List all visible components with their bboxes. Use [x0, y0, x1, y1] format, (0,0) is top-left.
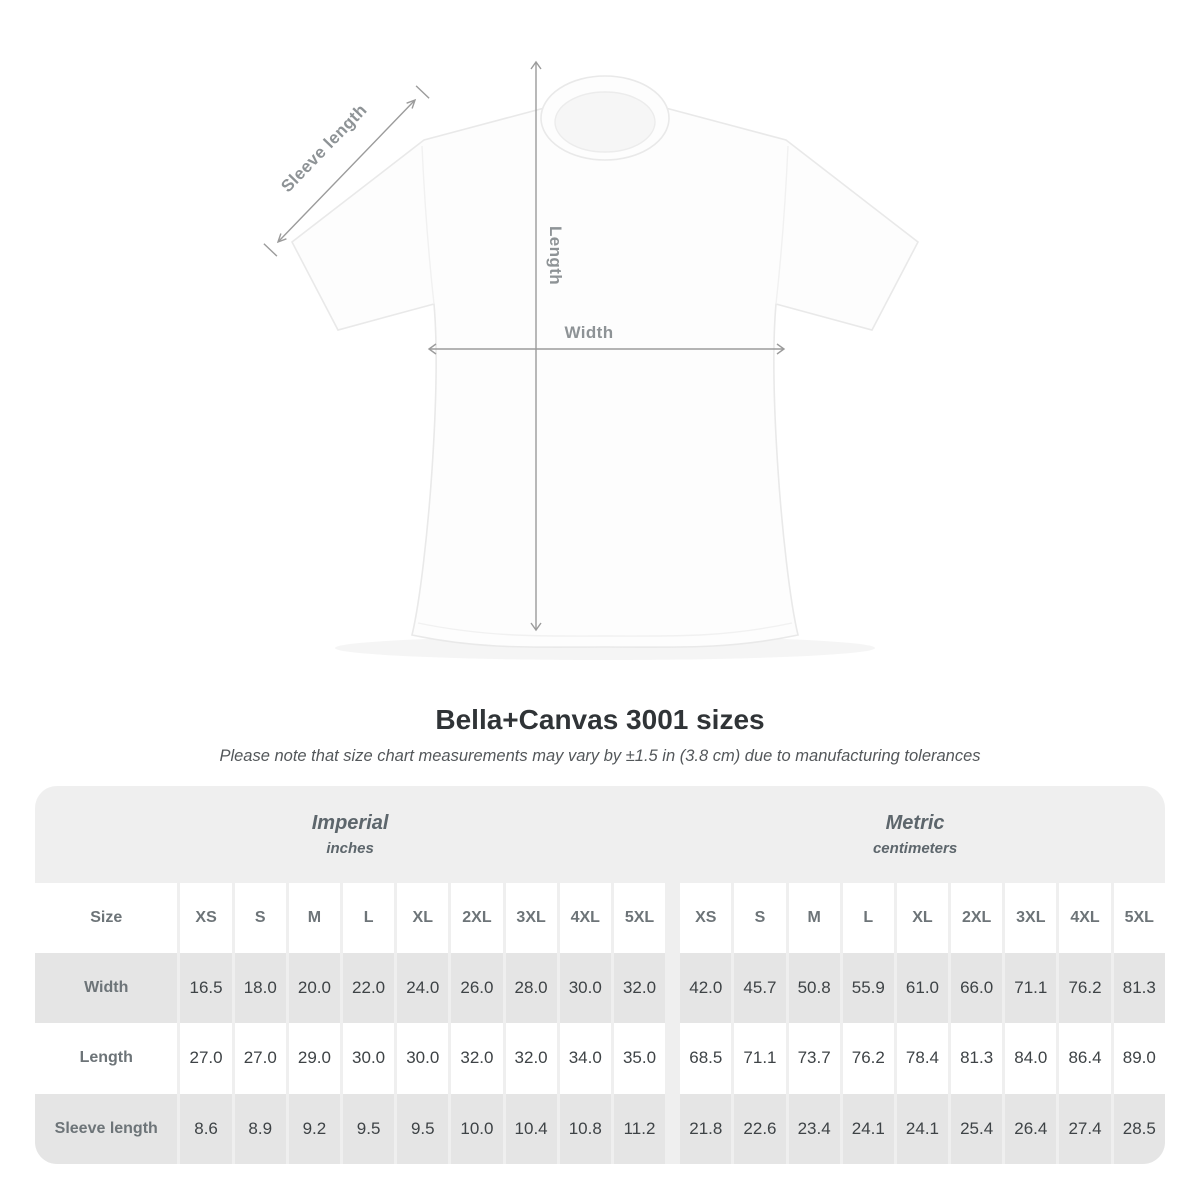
- size-col-header-metric-m: M: [786, 883, 840, 953]
- value-cell-imperial: 32.0: [503, 1023, 557, 1093]
- group-name: Metric: [885, 811, 945, 834]
- value-cell-metric: 66.0: [948, 953, 1002, 1023]
- sleeve-length-label: Sleeve length: [277, 100, 371, 197]
- value-cell-imperial: 8.6: [177, 1094, 231, 1164]
- size-col-header-imperial-5xl: 5XL: [611, 883, 665, 953]
- value-cell-metric: 24.1: [894, 1094, 948, 1164]
- value-cell-metric: 81.3: [948, 1023, 1002, 1093]
- value-cell-imperial: 32.0: [448, 1023, 502, 1093]
- value-cell-metric: 71.1: [1002, 953, 1056, 1023]
- value-cell-metric: 78.4: [894, 1023, 948, 1093]
- value-cell-imperial: 16.5: [177, 953, 231, 1023]
- value-cell-imperial: 27.0: [232, 1023, 286, 1093]
- group-unit: centimeters: [872, 839, 958, 857]
- group-unit: inches: [326, 839, 374, 857]
- unit-spacer: [665, 1094, 677, 1164]
- unit-spacer: [665, 1023, 677, 1093]
- collar-inner: [555, 92, 655, 152]
- size-col-header-metric-l: L: [840, 883, 894, 953]
- value-cell-imperial: 9.2: [286, 1094, 340, 1164]
- value-cell-imperial: 26.0: [448, 953, 502, 1023]
- value-cell-metric: 61.0: [894, 953, 948, 1023]
- value-cell-metric: 84.0: [1002, 1023, 1056, 1093]
- value-cell-metric: 23.4: [786, 1094, 840, 1164]
- value-cell-metric: 24.1: [840, 1094, 894, 1164]
- length-label: Length: [546, 226, 565, 286]
- group-header-imperial: [35, 786, 665, 883]
- tshirt-body: [292, 99, 918, 647]
- value-cell-metric: 68.5: [677, 1023, 731, 1093]
- value-cell-metric: 27.4: [1056, 1094, 1110, 1164]
- value-cell-imperial: 22.0: [340, 953, 394, 1023]
- size-col-header-imperial-4xl: 4XL: [557, 883, 611, 953]
- value-cell-metric: 45.7: [731, 953, 785, 1023]
- size-col-header-metric-xs: XS: [677, 883, 731, 953]
- value-cell-imperial: 30.0: [557, 953, 611, 1023]
- group-header-metric: [665, 786, 1165, 883]
- value-cell-imperial: 9.5: [340, 1094, 394, 1164]
- value-cell-metric: 55.9: [840, 953, 894, 1023]
- value-cell-imperial: 10.0: [448, 1094, 502, 1164]
- size-col-header-imperial-3xl: 3XL: [503, 883, 557, 953]
- value-cell-imperial: 32.0: [611, 953, 665, 1023]
- value-cell-imperial: 10.8: [557, 1094, 611, 1164]
- value-cell-imperial: 30.0: [340, 1023, 394, 1093]
- value-cell-metric: 26.4: [1002, 1094, 1056, 1164]
- value-cell-metric: 50.8: [786, 953, 840, 1023]
- value-cell-imperial: 35.0: [611, 1023, 665, 1093]
- measurement-row-sleeve-length: [35, 1094, 1165, 1164]
- value-cell-metric: 76.2: [1056, 953, 1110, 1023]
- value-cell-metric: 86.4: [1056, 1023, 1110, 1093]
- value-cell-imperial: 18.0: [232, 953, 286, 1023]
- size-col-header-imperial-xl: XL: [394, 883, 448, 953]
- value-cell-imperial: 10.4: [503, 1094, 557, 1164]
- size-label-cell: Size: [35, 883, 177, 953]
- tolerance-note: Please note that size chart measurements may vary by ±1.5 in (3.8 cm) due to manufacturing tolerances: [219, 747, 981, 765]
- size-col-header-metric-5xl: 5XL: [1111, 883, 1165, 953]
- value-cell-imperial: 28.0: [503, 953, 557, 1023]
- value-cell-metric: 28.5: [1111, 1094, 1165, 1164]
- page-title: Bella+Canvas 3001 sizes: [435, 704, 765, 735]
- value-cell-imperial: 24.0: [394, 953, 448, 1023]
- row-label: Length: [35, 1023, 177, 1093]
- size-chart-card: [35, 786, 1165, 1164]
- size-col-header-metric-3xl: 3XL: [1002, 883, 1056, 953]
- value-cell-metric: 89.0: [1111, 1023, 1165, 1093]
- tshirt-illustration: [250, 50, 960, 670]
- size-col-header-metric-s: S: [731, 883, 785, 953]
- value-cell-imperial: 30.0: [394, 1023, 448, 1093]
- tshirt-measurement-diagram: [250, 50, 960, 670]
- size-col-header-metric-2xl: 2XL: [948, 883, 1002, 953]
- value-cell-metric: 25.4: [948, 1094, 1002, 1164]
- measurement-row-length: [35, 1023, 1165, 1093]
- row-label: Sleeve length: [35, 1094, 177, 1164]
- size-col-header-imperial-s: S: [232, 883, 286, 953]
- row-label: Width: [35, 953, 177, 1023]
- size-table: [35, 786, 1165, 1164]
- unit-spacer: [665, 883, 677, 953]
- measurement-row-width: [35, 953, 1165, 1023]
- size-col-header-metric-4xl: 4XL: [1056, 883, 1110, 953]
- size-col-header-imperial-xs: XS: [177, 883, 231, 953]
- size-header-row: [35, 883, 1165, 953]
- group-name: Imperial: [311, 811, 389, 834]
- unit-spacer: [665, 953, 677, 1023]
- value-cell-imperial: 8.9: [232, 1094, 286, 1164]
- value-cell-metric: 71.1: [731, 1023, 785, 1093]
- value-cell-imperial: 27.0: [177, 1023, 231, 1093]
- value-cell-metric: 21.8: [677, 1094, 731, 1164]
- value-cell-imperial: 34.0: [557, 1023, 611, 1093]
- value-cell-metric: 81.3: [1111, 953, 1165, 1023]
- size-col-header-imperial-l: L: [340, 883, 394, 953]
- unit-group-row: [35, 786, 1165, 883]
- value-cell-imperial: 29.0: [286, 1023, 340, 1093]
- width-label: Width: [564, 323, 614, 342]
- value-cell-metric: 22.6: [731, 1094, 785, 1164]
- value-cell-metric: 42.0: [677, 953, 731, 1023]
- value-cell-imperial: 20.0: [286, 953, 340, 1023]
- value-cell-metric: 73.7: [786, 1023, 840, 1093]
- size-col-header-imperial-m: M: [286, 883, 340, 953]
- value-cell-imperial: 11.2: [611, 1094, 665, 1164]
- size-col-header-imperial-2xl: 2XL: [448, 883, 502, 953]
- value-cell-metric: 76.2: [840, 1023, 894, 1093]
- size-col-header-metric-xl: XL: [894, 883, 948, 953]
- value-cell-imperial: 9.5: [394, 1094, 448, 1164]
